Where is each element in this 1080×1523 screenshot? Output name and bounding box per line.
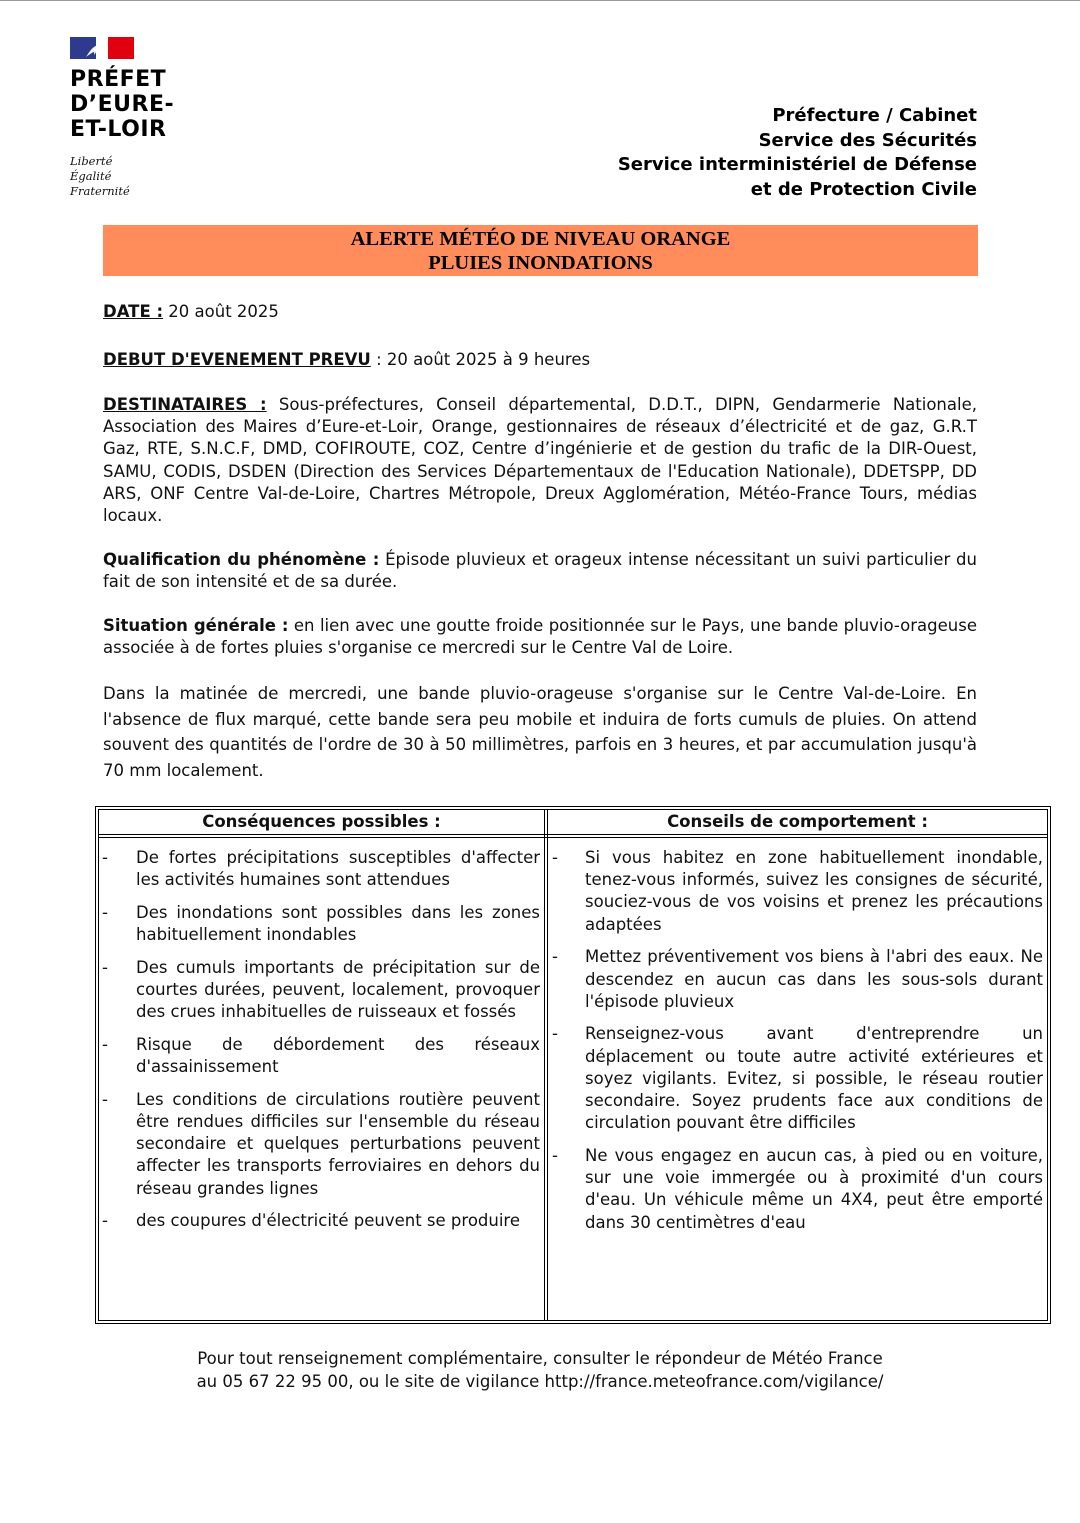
qualification-paragraph [103,549,977,593]
motto [70,154,174,199]
destinataires-paragraph [103,394,977,527]
list-item [98,1210,540,1232]
debut-value: : 20 août 2025 à 9 heures [370,350,591,369]
alert-banner-subtitle: PLUIES INONDATIONS [428,252,653,274]
date-line [103,301,977,323]
conseil-text: Ne vous engagez en aucun cas, à pied ou en voiture, sur une voie immergée ou à proximité d'un cours d'eau. Un véhicule même un 4X4, peut être emporté dans 30 centimètres d'eau [585,1145,1043,1232]
service-line: Service interministériel de Défense [617,154,977,175]
consequence-text: Risque de débordement des réseaux d'assainissement [136,1034,540,1077]
list-item [98,957,540,1024]
prefet-title [70,67,174,142]
destinataires-label: DESTINATAIRES : [103,395,267,414]
top-rule [0,0,1080,1]
list-item [98,902,540,946]
dash-bullet: - [552,1024,558,1044]
conseil-text: Si vous habitez en zone habituellement inondable, tenez-vous informés, suivez les consignes de sécurité, souciez-vous de vos voisins et prenez les précautions adaptées [585,848,1043,934]
qualification-label: Qualification du phénomène : [103,550,380,569]
consequences-column [98,847,540,1243]
list-item [549,1023,1043,1134]
destinataires-value: Sous-préfectures, Conseil départemental, D.D.T., DIPN, Gendarmerie Nationale, Association des Maires d’Eure-et-Loir, Orange, gestionnaires de réseaux d’électricité et de gaz, G.R.T Gaz, RTE, S.N.C.F, DMD, COFIROUTE, COZ, Centre d’ingénierie et de gestion du trafic de la DIR-Ouest, SAMU, CODIS, DSDEN (Direction des Services Départementaux de l'Education Nationale), DDETSPP, DD ARS, ONF Centre Val-de-Loire, Chartres Métropole, Dreux Agglomération, Météo-France Tours, médias locaux. [103,395,977,526]
prefet-title-line: PRÉFET [70,67,167,92]
dash-bullet: - [102,902,108,922]
service-line: Préfecture / Cabinet [772,105,977,126]
list-item [98,1089,540,1200]
motto-line: Liberté [70,154,113,168]
marianne-flag-icon [70,37,134,59]
header-consequences: Conséquences possibles : [202,812,441,831]
dash-bullet: - [102,848,108,867]
list-item [549,946,1043,1013]
header-conseils: Conseils de comportement : [667,812,928,831]
service-line: Service des Sécurités [758,129,977,151]
conseil-text: Mettez préventivement vos biens à l'abri des eaux. Ne descendez en aucun cas dans les sous-sols durant l'épisode pluvieux [585,947,1043,1011]
date-label: DATE : [103,302,164,321]
alert-banner-title: ALERTE MÉTÉO DE NIVEAU ORANGE [350,228,731,250]
date-value: 20 août 2025 [163,302,279,321]
dash-bullet: - [102,1034,108,1054]
dash-bullet: - [102,1211,108,1231]
dash-bullet: - [102,1089,108,1109]
situation-paragraph [103,615,977,659]
consequences-conseils-table [95,806,1051,1324]
debut-label: DEBUT D'EVENEMENT PREVU [103,350,371,369]
prefecture-logo [70,37,174,199]
situation-value: en lien avec une goutte froide positionnée sur le Pays, une bande pluvio-orageuse associée à de fortes pluies s'organise ce mercredi sur le Centre Val de Loire. [103,616,977,658]
dash-bullet: - [552,848,558,867]
consequence-text: Des inondations sont possibles dans les zones habituellement inondables [136,902,540,945]
dash-bullet: - [552,947,558,967]
service-line: et de Protection Civile [750,178,977,200]
service-header [618,104,977,202]
prefet-title-line: D’EURE- [70,92,175,117]
list-item [549,1145,1043,1234]
details-paragraph: Dans la matinée de mercredi, une bande pluvio-orageuse s'organise sur le Centre Val-de-Loire. En l'absence de flux marqué, cette bande sera peu mobile et induira de forts cumuls de pluies. On attend souvent des quantités de l'ordre de 30 à 50 millimètres, parfois en 3 heures, et par accumulation jusqu'à 70 mm localement. [103,684,977,780]
qualification-value: Épisode pluvieux et orageux intense nécessitant un suivi particulier du fait de son intensité et de sa durée. [103,550,977,592]
footer-line: Pour tout renseignement complémentaire, consulter le répondeur de Météo France [197,1349,883,1368]
dash-bullet: - [102,957,108,977]
conseil-text: Renseignez-vous avant d'entreprendre un déplacement ou toute autre activité extérieures et soyez vigilants. Evitez, si possible, le réseau routier secondaire. Soyez prudents face aux conditions de circulation pouvant être difficiles [585,1024,1043,1133]
footer-line: au 05 67 22 95 00, ou le site de vigilance http://france.meteofrance.com/vigilance/ [196,1371,884,1391]
motto-line: Égalité [70,169,112,183]
debut-line [103,349,977,371]
list-item [98,1034,540,1078]
list-item [549,847,1043,936]
conseils-column [549,847,1043,1244]
motto-line: Fraternité [70,184,130,198]
prefet-title-line: ET-LOIR [70,117,167,142]
consequence-text: Les conditions de circulations routière peuvent être rendues difficiles sur l'ensemble du réseau secondaire et quelques perturbations peuvent affecter les transports ferroviaires en dehors du réseau grandes lignes [136,1089,540,1198]
dash-bullet: - [552,1145,558,1165]
situation-label: Situation générale : [103,616,289,635]
footer-contact [0,1348,1080,1393]
alert-banner [103,225,978,276]
consequence-text: Des cumuls importants de précipitation sur de courtes durées, peuvent, localement, provoquer des crues inhabituelles de ruisseaux et fossés [136,957,540,1022]
consequence-text: des coupures d'électricité peuvent se produire [136,1211,521,1231]
list-item [98,847,540,891]
consequence-text: De fortes précipitations susceptibles d'affecter les activités humaines sont attendues [136,848,540,890]
